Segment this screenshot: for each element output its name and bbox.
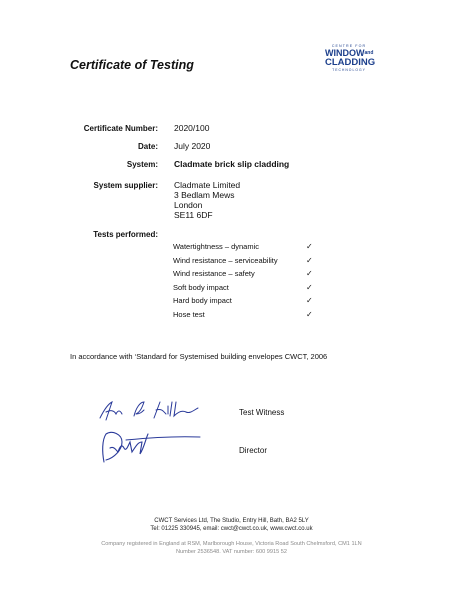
test-name: Watertightness – dynamic [173,242,260,251]
test-row [173,240,323,254]
director-signature [96,428,206,468]
footer-registered: Company registered in England at RSM, Marlborough House, Victoria Road South Chelmsford, CM1 1LN [101,541,362,547]
date-label: Date: [137,142,158,151]
logo-and-word: and [364,50,374,57]
supplier-line: London [174,200,203,210]
tests-performed-label: Tests performed: [93,230,158,239]
footer-address: CWCT Services Ltd, The Studio, Entry Hill, Bath, BA2 5LY [154,518,309,524]
system-supplier-label: System supplier: [93,181,158,190]
test-row [173,294,323,308]
accordance-statement: In accordance with ‘Standard for Systemised building envelopes CWCT, 2006 [70,352,328,361]
system-value: Cladmate brick slip cladding [174,159,290,169]
test-witness-signature [96,398,216,424]
check-icon: ✓ [306,255,313,265]
test-name: Wind resistance – serviceability [173,255,278,265]
test-name: Wind resistance – safety [173,269,255,278]
test-row [173,254,323,268]
footer-contact: Tel: 01225 330945, email: cwct@cwct.co.uk, www.cwct.co.uk [150,526,313,532]
supplier-line: Cladmate Limited [174,180,241,190]
supplier-line: 3 Bedlam Mews [174,190,235,200]
logo-cladding-text: CLADDING [325,57,376,68]
test-witness-label: Test Witness [239,408,285,417]
footer-numbers: Number 2536548. VAT number: 600 9915 52 [175,549,288,555]
check-icon: ✓ [306,296,313,305]
certificate-number-label: Certificate Number: [83,124,158,133]
certificate-number-value: 2020/100 [174,123,210,133]
supplier-line: SE11 6DF [174,210,213,220]
logo-top-text: CENTRE FOR [331,44,367,48]
logo-bottom-text: TECHNOLOGY [332,67,366,72]
test-name: Hard body impact [173,296,232,305]
page-title: Certificate of Testing [70,58,194,72]
system-label: System: [126,160,158,169]
test-row [173,281,323,295]
check-icon: ✓ [306,309,313,319]
test-name: Soft body impact [173,282,229,292]
logo-window-word: WINDOW [325,48,365,58]
test-row [173,308,323,322]
check-icon: ✓ [306,242,313,251]
tests-list [173,240,323,321]
check-icon: ✓ [306,269,313,278]
director-label: Director [239,446,268,455]
date-value: July 2020 [174,141,211,151]
cwct-logo [325,44,376,82]
test-name: Hose test [173,309,205,319]
supplier-address [174,180,240,220]
test-row [173,267,323,281]
check-icon: ✓ [306,282,313,292]
